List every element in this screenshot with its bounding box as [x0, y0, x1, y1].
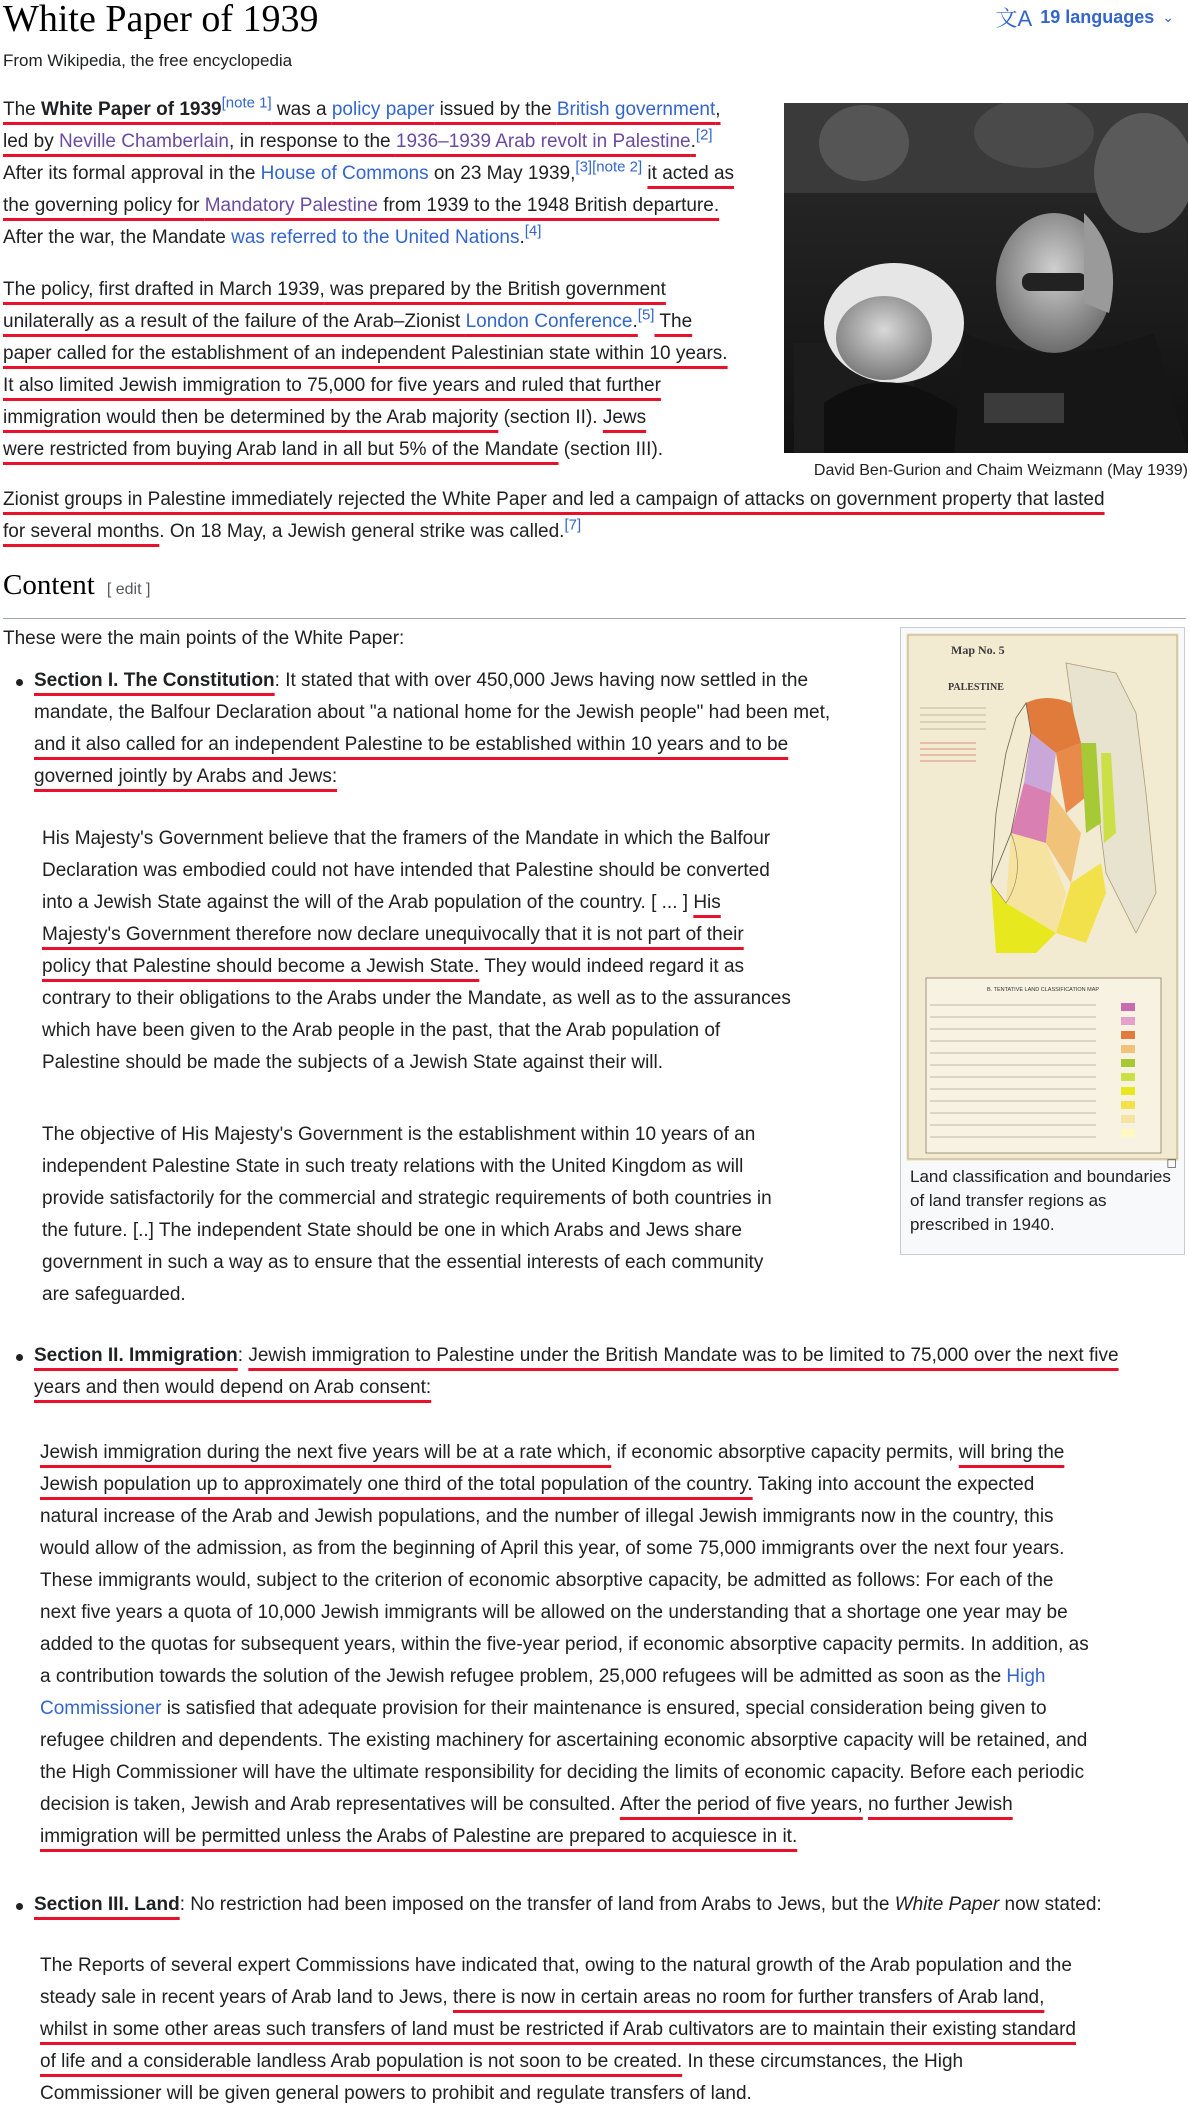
text: Jewish population up to approximately one third of the total population of the country. [40, 1474, 753, 1495]
text: Majesty's Government therefore now declare unequivocally that it is not part of their [42, 924, 744, 945]
text: government in such a way as to ensure that the essential interests of each community [42, 1252, 764, 1273]
link-high-commissioner-cont[interactable]: Commissioner [40, 1698, 162, 1719]
text: is satisfied that adequate provision for their maintenance is ensured, special consideration being given to [161, 1698, 1047, 1719]
text: it acted as [647, 163, 735, 184]
ref-3[interactable]: [3] [575, 158, 593, 176]
photo-figure [784, 103, 1188, 481]
text: : It stated that with over 450,000 Jews having now settled in the [274, 670, 809, 691]
text: it also called for an independent Palestine to be established within 10 years and to be [70, 734, 789, 755]
text: the governing policy for [3, 195, 205, 216]
text: will bring the [958, 1442, 1065, 1463]
text: provide satisfactorily for the commercial and strategic requirements of both countries in [42, 1188, 772, 1209]
text: refugee children and dependents. The existing machinery for ascertaining economic absorptive capacity will be retained, and [40, 1730, 1088, 1751]
text: After the war, the Mandate [3, 227, 232, 248]
tagline: From Wikipedia, the free encyclopedia [3, 51, 293, 70]
text: was prepared by the British government [324, 279, 666, 300]
text: His Majesty's Government believe that the framers of the Mandate in which the Balfour [42, 828, 771, 849]
text: . [690, 131, 696, 152]
text: The policy, [3, 279, 94, 300]
enlarge-icon[interactable]: ◻ [1166, 1155, 1177, 1170]
text: was a [271, 99, 332, 120]
text: there is now in certain areas no room for further transfers of Arab land, [452, 1987, 1045, 2008]
text: would allow of the admission, as from the beginning of April this year, of some 75,000 immigrants over the next four years. [40, 1538, 1065, 1559]
bold-title: White Paper of 1939 [41, 99, 222, 120]
text: , [715, 99, 721, 120]
text: , in response to the [229, 131, 396, 152]
text: After its formal approval in the [3, 163, 261, 184]
text: mandate, the Balfour Declaration about "a national home for the Jewish people" had been met, [34, 702, 831, 723]
section-3-label: Section III. Land [34, 1894, 180, 1915]
intro-paragraph-3 [3, 484, 1186, 548]
section-2-item [34, 1340, 1188, 1404]
ref-2[interactable]: [2] [695, 126, 713, 144]
text: Palestine should be made the subjects of a Jewish State against their will. [42, 1052, 664, 1073]
link-high-commissioner[interactable]: High [1006, 1666, 1046, 1687]
text: now stated: [999, 1894, 1102, 1915]
text: Jewish immigration to Palestine under the British Mandate was to be limited to 75,000 over the next five [248, 1345, 1119, 1366]
section-2-label: Section II. Immigration [34, 1345, 238, 1366]
text: (section II). [498, 407, 603, 428]
text: policy that Palestine should become a Jewish State. [42, 956, 480, 977]
text: natural increase of the Arab and Jewish populations, and the number of illegal Jewish immigrants now in the country, this [40, 1506, 1054, 1527]
text: which have been given to the Arab people in the past, that the Arab population of [42, 1020, 721, 1041]
text: from 1939 to the 1948 British departure. [377, 195, 720, 216]
link-arab-revolt[interactable]: 1936–1939 Arab revolt in Palestine [395, 131, 691, 152]
map-title-text: Map No. 5 [951, 643, 1005, 657]
link-london-conference[interactable]: London Conference [465, 311, 633, 332]
text: The [654, 311, 693, 332]
link-united-nations[interactable]: was referred to the United Nations [231, 227, 520, 248]
text: Taking into account the expected [752, 1474, 1035, 1495]
text: . On 18 May, a Jewish general strike was called. [159, 521, 565, 542]
section-3-item [34, 1889, 1188, 1921]
content-lead: These were the main points of the White Paper: [3, 628, 405, 649]
text: on 23 May 1939, [428, 163, 576, 184]
heading-text: Content [3, 569, 95, 601]
languages-button[interactable] [996, 2, 1174, 33]
text: next five years a quota of 10,000 Jewish immigrants will be allowed on the understanding that a shortage one year may be [40, 1602, 1068, 1623]
text: unilaterally as a result of the failure of the Arab–Zionist [3, 311, 466, 332]
section-1-quote-2 [42, 1119, 892, 1311]
bullet-dot [16, 1903, 23, 1910]
italic-text: White Paper [894, 1894, 1000, 1915]
text: are safeguarded. [42, 1284, 186, 1305]
text: decision is taken, Jewish and Arab representatives will be consulted. [40, 1794, 620, 1815]
map-heading-text: PALESTINE [948, 682, 1004, 693]
map-image[interactable] [906, 633, 1179, 1161]
text: The Reports of several expert Commissions have indicated that, owing to the natural growth of the Arab population and the [40, 1955, 1072, 1976]
photo-caption: David Ben-Gurion and Chaim Weizmann (May 1939) [813, 462, 1188, 479]
map-caption-text: Land classification and boundaries of land transfer regions as prescribed in 1940. [910, 1167, 1171, 1234]
link-mandatory-palestine[interactable]: Mandatory Palestine [204, 195, 378, 216]
text: whilst in some other areas such transfers of land must be restricted if Arab cultivators are to maintain their existing standard [40, 2019, 1076, 2040]
text: into a Jewish State against the will of the Arab population of the country. [ ... ] [42, 892, 694, 913]
bullet-dot [16, 679, 23, 686]
map-figure [900, 627, 1185, 1255]
bullet-dot [16, 1354, 23, 1361]
text: and [34, 734, 71, 755]
text: Declaration was embodied could not have intended that Palestine should be converted [42, 860, 770, 881]
translate-icon: 文A [995, 6, 1033, 31]
text: if economic absorptive capacity permits, [611, 1442, 959, 1463]
ref-7[interactable]: [7] [564, 516, 582, 534]
text: (section III). [558, 439, 664, 460]
ref-4[interactable]: [4] [524, 222, 542, 240]
link-house-of-commons[interactable]: House of Commons [260, 163, 429, 184]
section-1-label: Section I. The Constitution [34, 670, 275, 691]
text: The objective of His Majesty's Government is the establishment within 10 years of an [42, 1124, 756, 1145]
intro-paragraph-2 [3, 274, 783, 466]
text: . [632, 311, 638, 332]
text: a contribution towards the solution of the Jewish refugee problem, 25,000 refugees will be admitted as soon as the [40, 1666, 1007, 1687]
text: After the period of five years, [619, 1794, 863, 1815]
text: independent Palestine State in such treaty relations with the United Kingdom as will [42, 1156, 744, 1177]
text: Jewish immigration during the next five years will be at a rate which, [40, 1442, 612, 1463]
text: years and then would depend on Arab consent: [34, 1377, 432, 1398]
text: immigration will be permitted unless the Arabs of Palestine are prepared to acquiesce in it. [40, 1826, 798, 1847]
text: Commissioner will be given general powers to prohibit and regulate transfers of land. [40, 2083, 752, 2104]
text: paper called for the establishment of an independent Palestinian state within 10 years. [3, 343, 728, 364]
link-british-government[interactable]: British government [556, 99, 716, 120]
text: added to the quotas for subsequent years, within the five-year period, if economic absorptive capacity permits. In addition, as [40, 1634, 1089, 1655]
text: the High Commissioner will have the ultimate responsibility for deciding the limits of economic capacity. Before each periodic [40, 1762, 1085, 1783]
text: governed jointly by Arabs and Jews: [34, 766, 338, 787]
text: for several months [3, 521, 160, 542]
text: The [3, 99, 42, 120]
link-policy-paper[interactable]: policy paper [331, 99, 435, 120]
section-2-quote [40, 1437, 1190, 1853]
text: the future. [..] The independent State should be one in which Arabs and Jews share [42, 1220, 742, 1241]
map-caption [910, 1155, 1177, 1237]
text: contrary to their obligations to the Arabs under the Mandate, as well as to the assurances [42, 988, 791, 1009]
text: His [693, 892, 721, 913]
text: : [237, 1345, 249, 1366]
section-1-item [34, 665, 894, 793]
link-neville-chamberlain[interactable]: Neville Chamberlain [58, 131, 230, 152]
text: Jews [602, 407, 647, 428]
text: of life and a considerable landless Arab population is not soon to be created. [40, 2051, 683, 2072]
text: . [519, 227, 525, 248]
text: led by [3, 131, 59, 152]
note-1-ref[interactable]: [note 1] [221, 94, 272, 112]
text: It also limited Jewish immigration to 75,000 for five years and ruled that further [3, 375, 661, 396]
text: steady sale in recent years of Arab land to Jews, [40, 1987, 453, 2008]
languages-label: 19 languages [1040, 7, 1155, 27]
intro-paragraph-1 [3, 94, 783, 254]
text: They would indeed regard it as [479, 956, 745, 977]
text: These immigrants would, subject to the criterion of economic absorptive capacity, be admitted as follows: For each of the [40, 1570, 1054, 1591]
text: Zionist groups in Palestine immediately rejected the White Paper and led a campaign of attacks on government property that lasted [3, 489, 1105, 510]
section-1-quote-1 [42, 823, 892, 1079]
text: issued by the [434, 99, 557, 120]
map-table-title-text: B. TENTATIVE LAND CLASSIFICATION MAP [986, 987, 1100, 993]
chevron-down-icon: ⌄ [1162, 9, 1174, 25]
edit-section-link[interactable]: [ edit ] [106, 581, 151, 598]
note-2-ref[interactable]: [note 2] [592, 158, 643, 176]
page-title: White Paper of 1939 [3, 0, 319, 40]
text: were restricted from buying Arab land in all but 5% of the Mandate [3, 439, 559, 460]
text: first drafted in March 1939, [93, 279, 325, 300]
text: : No restriction had been imposed on the transfer of land from Arabs to Jews, but the [179, 1894, 895, 1915]
text: no further Jewish [868, 1794, 1013, 1815]
photo-ben-gurion-weizmann[interactable] [784, 103, 1188, 453]
ref-5[interactable]: [5] [637, 306, 655, 324]
section-3-quote [40, 1950, 1190, 2110]
section-heading-content [3, 563, 1186, 619]
text: In these circumstances, the High [682, 2051, 964, 2072]
text: immigration would then be determined by the Arab majority [3, 407, 499, 428]
